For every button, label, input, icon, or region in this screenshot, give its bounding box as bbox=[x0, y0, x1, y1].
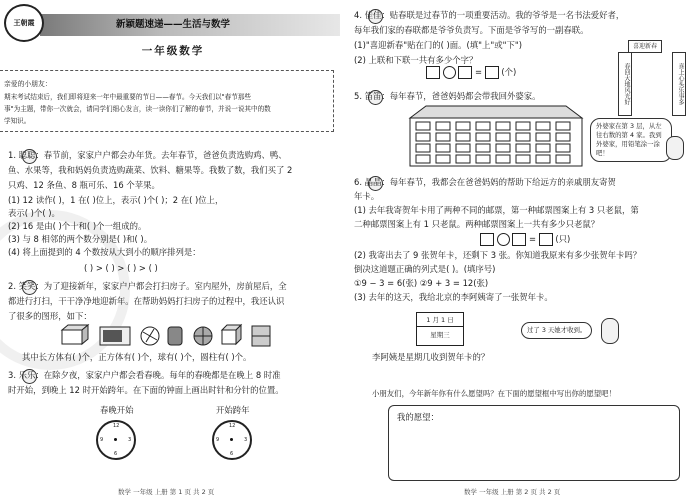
q6-sub-2: (2) 我寄出去了 9 张贺年卡，还剩下 3 张。你知道我原来有多少张贺年卡吗？ bbox=[354, 250, 642, 260]
building-window[interactable] bbox=[496, 155, 510, 163]
building-window[interactable] bbox=[476, 133, 490, 141]
q2-line-1: 2. 笑笑：为了迎接新年，家家户户都会打扫房子。室内屋外，房前屋后，全 bbox=[8, 281, 287, 291]
couplet-right: 喜上心头乐事多 bbox=[672, 52, 686, 116]
q6-equation[interactable]: = (只) bbox=[480, 233, 570, 246]
q2-line-3: 了很多的图形，如下： bbox=[8, 311, 92, 321]
q6-options: ①9 − 3 = 6(张) ②9 + 3 = 12(张) bbox=[354, 278, 489, 288]
q1-sub-1: (1) 12 读作( )，1 在( )位上，表示( )个( )；2 在( )位上， bbox=[8, 195, 224, 205]
building-window[interactable] bbox=[436, 122, 450, 130]
calendar-weekday: 星期三 bbox=[430, 331, 450, 339]
q1-sub-3: (3) 与 8 相邻的两个数分别是( )和( )。 bbox=[8, 234, 153, 244]
q3-line-2: 时开始，到晚上 12 时开始跨年。在下面的钟面上画出时针和分针的位置。 bbox=[8, 385, 284, 395]
q5-line: 5. 笛笛：每年春节，爸爸妈妈都会带我回外婆家。 bbox=[354, 91, 541, 101]
building-window[interactable] bbox=[496, 122, 510, 130]
calendar-date: 1 月 1 日 bbox=[417, 315, 463, 327]
building-window[interactable] bbox=[476, 155, 490, 163]
building-window[interactable] bbox=[516, 155, 530, 163]
basketball-icon bbox=[194, 327, 212, 345]
building-window[interactable] bbox=[476, 122, 490, 130]
page-1-footer: 数学 一年级 上册 第 1 页 共 2 页 bbox=[118, 488, 215, 496]
q5-speech-bubble: 外婆家在第 3 层，从左往右数的第 4 家。我到外婆家，用铅笔涂一涂吧！ bbox=[590, 118, 672, 162]
q6-sub-1: (1) 去年我寄贺年卡用了两种不同的邮票，第一种邮票图案上有 3 只老鼠，第 bbox=[354, 205, 639, 215]
cube-icon bbox=[222, 325, 241, 344]
couplet-top: 喜迎新春 bbox=[628, 40, 662, 53]
building-window[interactable] bbox=[416, 155, 430, 163]
apartment-building[interactable] bbox=[406, 104, 586, 168]
clock-face-2[interactable]: 12 3 6 9 bbox=[212, 420, 252, 460]
q4-sub-1: (1)"喜迎新春"贴在门的( )面。(填"上"或"下") bbox=[354, 40, 522, 50]
q1-order-blanks: ( ) > ( ) > ( ) > ( ) bbox=[84, 263, 158, 273]
q1-sub-1b: 表示( )个( )。 bbox=[8, 208, 60, 218]
q4-line-1: 4. 佳佳：贴春联是过春节的一项重要活动。我的爷爷是一名书法爱好者， bbox=[354, 10, 625, 20]
building-window[interactable] bbox=[536, 144, 550, 152]
q1-line-2: 鱼、水果等，我和妈妈负责选购蔬菜、饮料、糖果等。我数了数，我们买了 2 bbox=[8, 165, 293, 175]
page-2-footer: 数学 一年级 上册 第 2 页 共 2 页 bbox=[464, 488, 561, 496]
building-window[interactable] bbox=[436, 155, 450, 163]
q1-sub-4: (4) 将上面提到的 4 个数按从大到小的顺序排列是： bbox=[8, 247, 201, 257]
building-window[interactable] bbox=[556, 133, 570, 141]
calendar-icon bbox=[416, 312, 464, 346]
building-window[interactable] bbox=[556, 155, 570, 163]
q1-line-1: 1. 聪聪：春节前，家家户户都会办年货。去年春节，爸爸负责选购鸡、鸭、 bbox=[8, 150, 287, 160]
clock-1-label: 春晚开始 bbox=[100, 405, 134, 415]
microwave-icon bbox=[100, 327, 130, 345]
q4-line-2: 每年我们家的春联都是爷爷负责写。下面是爷爷写的一副春联。 bbox=[354, 25, 589, 35]
building-window[interactable] bbox=[416, 144, 430, 152]
building-window[interactable] bbox=[516, 133, 530, 141]
shapes-row bbox=[60, 322, 290, 348]
wish-label: 我的愿望： bbox=[397, 412, 439, 422]
building-window[interactable] bbox=[556, 144, 570, 152]
q6-sub-1b: 二种邮票图案上有 1 只老鼠。两种邮票图案上一共有多少只老鼠？ bbox=[354, 219, 600, 229]
q1-sub-2: (2) 16 是由( )个十和( )个一组成的。 bbox=[8, 221, 147, 231]
letter-line-2: 事"为主题，带你一次就会，请同学们细心发言，读一读你们了解的春节，并说一说其中的数 bbox=[4, 105, 271, 113]
building-window[interactable] bbox=[556, 122, 570, 130]
q6-line-2: 年卡。 bbox=[354, 191, 380, 201]
q4-sub-2: (2) 上联和下联一共有多少个字？ bbox=[354, 55, 478, 65]
cabinet-icon bbox=[252, 326, 270, 346]
building-window[interactable] bbox=[536, 122, 550, 130]
brand-logo: 王朝霞 bbox=[4, 4, 44, 42]
building-window[interactable] bbox=[456, 144, 470, 152]
q6-question: 李阿姨是星期几收到贺年卡的？ bbox=[372, 352, 490, 362]
q6-unit: (只) bbox=[555, 234, 571, 244]
wish-box[interactable] bbox=[388, 405, 680, 481]
ball-icon bbox=[141, 327, 159, 345]
letter-line-3: 学知识。 bbox=[4, 117, 31, 125]
q4-equation[interactable]: = (个) bbox=[426, 66, 516, 79]
can-icon bbox=[168, 327, 182, 345]
girl-icon bbox=[666, 136, 684, 160]
building-window[interactable] bbox=[456, 122, 470, 130]
building-window[interactable] bbox=[536, 133, 550, 141]
building-window[interactable] bbox=[476, 144, 490, 152]
intro-letter bbox=[0, 70, 334, 132]
q2-line-2: 都进行打扫，干干净净地迎新年。在帮助妈妈打扫房子的过程中，我还认识 bbox=[8, 296, 285, 306]
building-window[interactable] bbox=[456, 133, 470, 141]
q6-sub-2b: 倒决这道题正确的列式是( )。(填序号) bbox=[354, 264, 496, 274]
q1-line-3: 只鸡、12 条鱼、8 瓶可乐、16 个苹果。 bbox=[8, 180, 160, 190]
girl-icon bbox=[601, 318, 619, 344]
building-window[interactable] bbox=[416, 122, 430, 130]
cuboid-box-icon bbox=[62, 325, 88, 344]
q4-unit: (个) bbox=[501, 67, 517, 77]
page-title: 一年级数学 bbox=[141, 45, 205, 57]
q3-line-1: 3. 乐乐：在除夕夜，家家户户都会看春晚。每年的春晚都是在晚上 8 时准 bbox=[8, 370, 281, 380]
building-window[interactable] bbox=[456, 155, 470, 163]
couplet-left: 春回大地风光好 bbox=[618, 52, 632, 116]
q6-speech-bubble: 过了 3 天她才收到。 bbox=[521, 322, 592, 339]
building-window[interactable] bbox=[516, 144, 530, 152]
building-window[interactable] bbox=[436, 144, 450, 152]
clock-face-1[interactable]: 12 3 6 9 bbox=[96, 420, 136, 460]
wish-prompt: 小朋友们，今年新年你有什么愿望吗？在下面的愿望框中写出你的愿望吧！ bbox=[372, 389, 616, 398]
building-window[interactable] bbox=[496, 133, 510, 141]
building-window[interactable] bbox=[536, 155, 550, 163]
q6-sub-3: (3) 去年的这天，我给北京的李阿姨寄了一张贺年卡。 bbox=[354, 292, 553, 302]
banner-title: 新颖题速递——生活与数学 bbox=[116, 19, 231, 30]
clock-2-label: 开始跨年 bbox=[216, 405, 250, 415]
letter-greeting: 亲爱的小朋友： bbox=[4, 80, 52, 88]
building-window[interactable] bbox=[496, 144, 510, 152]
building-window[interactable] bbox=[416, 133, 430, 141]
q2-answer-line: 其中长方体有( )个，正方体有( )个，球有( )个，圆柱有( )个。 bbox=[22, 352, 252, 362]
letter-line-1: 期末考试结束后，我们即将迎来一年中最重要的节日——春节。今天我们以"春节那些 bbox=[4, 93, 252, 101]
building-window[interactable] bbox=[436, 133, 450, 141]
building-window[interactable] bbox=[516, 122, 530, 130]
q6-line-1: 6. 晶晶：每年春节，我都会在爸爸妈妈的帮助下给远方的亲戚朋友寄贺 bbox=[354, 177, 616, 187]
